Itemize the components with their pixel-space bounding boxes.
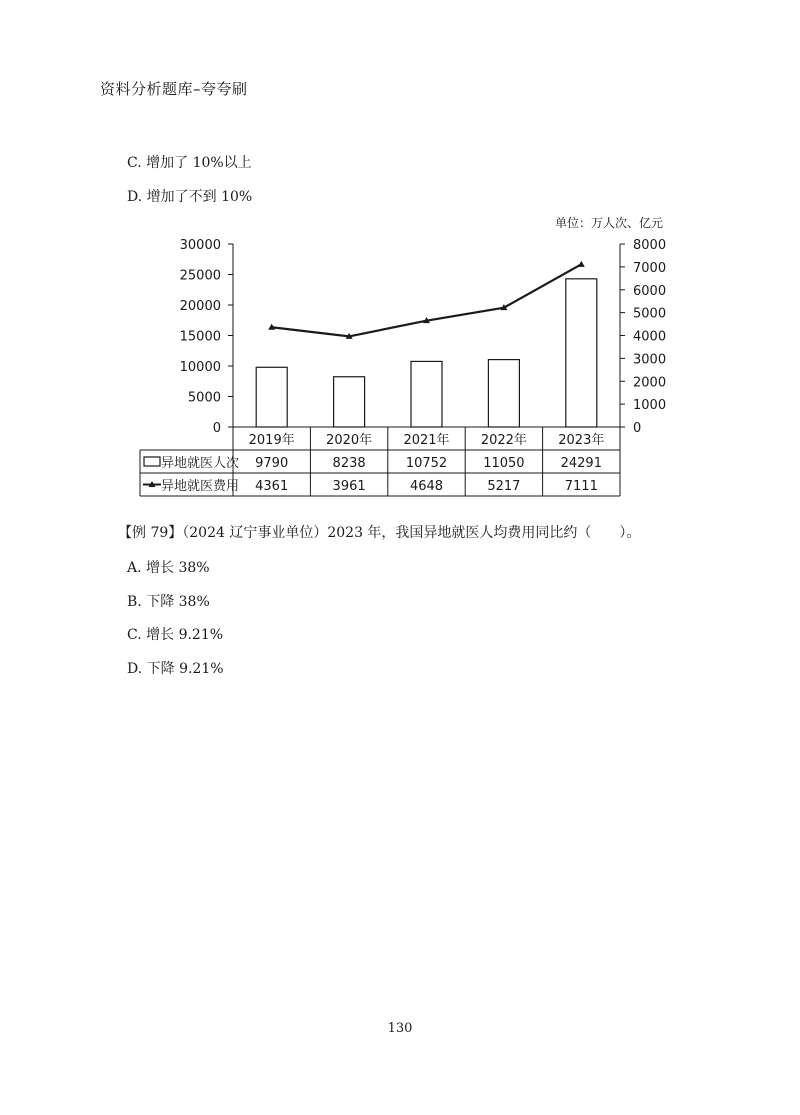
left-tick-label: 10000 — [179, 360, 221, 375]
option-d: D. 下降 9.21% — [127, 661, 224, 677]
left-tick-label: 30000 — [179, 238, 221, 253]
legend-bar-key — [144, 457, 160, 466]
category-label: 2021年 — [403, 433, 450, 448]
right-tick-label: 2000 — [633, 375, 667, 391]
table-cell: 10752 — [405, 456, 448, 471]
legend-label: 异地就医费用 — [161, 479, 240, 494]
bar — [566, 279, 597, 427]
line-point — [578, 261, 585, 267]
right-tick-label: 5000 — [633, 306, 667, 322]
table-cell: 11050 — [483, 456, 525, 471]
unit-label: 单位：万人次、亿元 — [554, 216, 663, 230]
left-tick-label: 15000 — [179, 329, 221, 345]
series-line — [272, 264, 582, 336]
left-tick-label: 25000 — [179, 268, 221, 284]
table-cell: 4648 — [409, 479, 444, 494]
prev-option-d: D. 增加了不到 10% — [127, 189, 253, 205]
right-tick-label: 7000 — [633, 260, 667, 276]
category-label: 2019年 — [248, 433, 295, 448]
legend-label: 异地就医人次 — [161, 456, 240, 471]
table-cell: 9790 — [255, 456, 289, 471]
table-cell: 4361 — [255, 479, 289, 494]
left-tick-label: 20000 — [179, 299, 221, 314]
bar — [488, 360, 519, 427]
left-tick-label: 5000 — [187, 390, 221, 406]
table-cell: 5217 — [487, 479, 521, 494]
bar — [256, 367, 287, 427]
option-a: A. 增长 38% — [127, 560, 210, 576]
category-label: 2023年 — [558, 433, 605, 448]
option-b: B. 下降 38% — [127, 594, 210, 610]
table-cell: 7111 — [564, 479, 598, 494]
category-label: 2022年 — [480, 433, 527, 448]
table-cell: 8238 — [332, 456, 366, 471]
chart — [0, 0, 800, 520]
prev-option-c: C. 增加了 10%以上 — [127, 155, 252, 171]
right-tick-label: 4000 — [633, 329, 667, 345]
right-tick-label: 3000 — [633, 352, 667, 368]
left-tick-label: 0 — [212, 421, 221, 436]
right-tick-label: 0 — [633, 421, 642, 436]
right-tick-label: 8000 — [633, 238, 667, 253]
bar — [334, 377, 365, 427]
table-cell: 24291 — [560, 456, 602, 471]
right-tick-label: 6000 — [633, 283, 667, 299]
option-c: C. 增长 9.21% — [127, 627, 224, 643]
page-number: 130 — [387, 1021, 413, 1036]
right-tick-label: 1000 — [633, 398, 667, 414]
category-label: 2020年 — [326, 433, 373, 448]
question-text: 【例 79】（2024 辽宁事业单位）2023 年，我国异地就医人均费用同比约（ ）。 — [118, 525, 641, 541]
bar — [411, 361, 442, 427]
table-cell: 3961 — [332, 479, 366, 494]
page-header: 资料分析题库–夸夸刷 — [100, 80, 248, 98]
